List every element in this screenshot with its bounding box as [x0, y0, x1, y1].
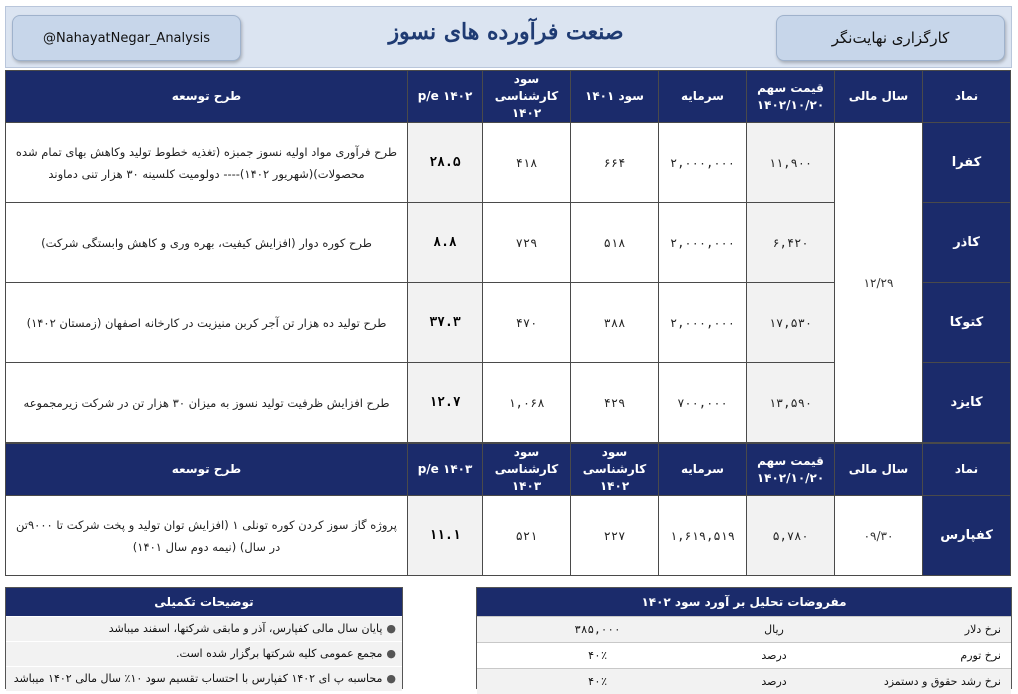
companies-table — [5, 70, 1011, 443]
pe-cell: ۱۱.۱ — [408, 496, 483, 576]
assumption-label: نرخ رشد حقوق و دستمزد — [830, 669, 1011, 694]
col-header-plan: طرح توسعه — [6, 71, 408, 123]
assumption-label: نرخ تورم — [830, 643, 1011, 669]
note-item — [6, 641, 402, 666]
col-header-plan: طرح توسعه — [6, 444, 408, 496]
assumption-label: نرخ دلار — [830, 617, 1011, 643]
col-header-pe: p/e ۱۴۰۳ — [408, 444, 483, 496]
col-header-price: قیمت سهم ۱۴۰۲/۱۰/۲۰ — [747, 71, 835, 123]
symbol-cell[interactable]: کفرا — [923, 123, 1011, 203]
assumption-value: ۴۰٪ — [477, 643, 718, 669]
pe-cell: ۱۲.۷ — [408, 363, 483, 443]
plan-cell: پروژه گاز سوز کردن کوره تونلی ۱ (افزایش توان تولید و پخت شرکت تا ۹۰۰۰تن در سال) (نیمه دوم سال ۱۴۰۱) — [6, 496, 408, 576]
capital-cell: ۱,۶۱۹,۵۱۹ — [659, 496, 747, 576]
plan-cell: طرح کوره دوار (افزایش کیفیت، بهره وری و کاهش وابستگی شرکت) — [6, 203, 408, 283]
price-cell: ۱۷,۵۳۰ — [747, 283, 835, 363]
col-header-capital: سرمایه — [659, 71, 747, 123]
kafpars-table — [5, 443, 1011, 576]
col-header-profit-prev: سود کارشناسی ۱۴۰۲ — [571, 444, 659, 496]
assumptions-title: مفروضات تحلیل بر آورد سود ۱۴۰۲ — [477, 588, 1011, 616]
page-title: صنعت فرآورده های نسوز — [336, 19, 676, 45]
assumption-value: ۳۸۵,۰۰۰ — [477, 617, 718, 643]
col-header-profit-est: سود کارشناسی ۱۴۰۳ — [483, 444, 571, 496]
col-header-capital: سرمایه — [659, 444, 747, 496]
pe-cell: ۸.۸ — [408, 203, 483, 283]
profit-prev-cell: ۳۸۸ — [571, 283, 659, 363]
profit-prev-cell: ۵۱۸ — [571, 203, 659, 283]
note-item — [6, 666, 402, 691]
assumption-unit: ریال — [718, 617, 830, 643]
capital-cell: ۲,۰۰۰,۰۰۰ — [659, 203, 747, 283]
notes-title: توضیحات تکمیلی — [6, 588, 402, 616]
symbol-cell[interactable]: کاذر — [923, 203, 1011, 283]
col-header-price: قیمت سهم ۱۴۰۲/۱۰/۲۰ — [747, 444, 835, 496]
price-cell: ۵,۷۸۰ — [747, 496, 835, 576]
assumptions-table — [477, 616, 1011, 694]
profit-est-cell: ۴۷۰ — [483, 283, 571, 363]
bullet-icon: ● — [386, 672, 396, 685]
notes-box — [5, 587, 403, 689]
table-row — [6, 123, 1011, 203]
plan-cell: طرح فرآوری مواد اولیه نسوز جمبزه (تغذیه خطوط تولید وکاهش بهای تمام شده محصولات)(شهریور ۱۴۰۲)---- دولومیت کلسینه ۳۰ هزار تنی دماوند — [6, 123, 408, 203]
assumption-row — [477, 617, 1011, 643]
col-header-profit-est: سود کارشناسی ۱۴۰۲ — [483, 71, 571, 123]
col-header-profit-prev: سود ۱۴۰۱ — [571, 71, 659, 123]
profit-prev-cell: ۴۲۹ — [571, 363, 659, 443]
profit-est-cell: ۱,۰۶۸ — [483, 363, 571, 443]
plan-cell: طرح افزایش ظرفیت تولید نسوز به میزان ۳۰ هزار تن در شرکت زیرمجموعه — [6, 363, 408, 443]
note-text: محاسبه پ ای ۱۴۰۲ کفپارس با احتساب تقسیم سود ۱۰٪ سال مالی ۱۴۰۲ میباشد — [14, 672, 383, 685]
price-cell: ۱۳,۵۹۰ — [747, 363, 835, 443]
col-header-fiscal-year: سال مالی — [835, 71, 923, 123]
symbol-cell[interactable]: کتوکا — [923, 283, 1011, 363]
price-cell: ۱۱,۹۰۰ — [747, 123, 835, 203]
capital-cell: ۲,۰۰۰,۰۰۰ — [659, 283, 747, 363]
profit-est-cell: ۴۱۸ — [483, 123, 571, 203]
capital-cell: ۷۰۰,۰۰۰ — [659, 363, 747, 443]
handle-badge[interactable]: @NahayatNegar_Analysis — [12, 15, 241, 61]
symbol-cell[interactable]: کایزد — [923, 363, 1011, 443]
assumption-unit: درصد — [718, 669, 830, 694]
col-header-pe: p/e ۱۴۰۲ — [408, 71, 483, 123]
bullet-icon: ● — [386, 622, 396, 635]
report-header — [5, 6, 1012, 68]
profit-est-cell: ۷۲۹ — [483, 203, 571, 283]
pe-cell: ۲۸.۵ — [408, 123, 483, 203]
profit-prev-cell: ۶۶۴ — [571, 123, 659, 203]
note-item — [6, 616, 402, 641]
price-cell: ۶,۴۲۰ — [747, 203, 835, 283]
assumptions-box — [476, 587, 1012, 689]
fiscal-year-cell: ۰۹/۳۰ — [835, 496, 923, 576]
symbol-cell[interactable]: کفپارس — [923, 496, 1011, 576]
profit-prev-cell: ۲۲۷ — [571, 496, 659, 576]
note-text: پایان سال مالی کفپارس، آذر و مابقی شرکتها، اسفند میباشد — [109, 622, 383, 635]
pe-cell: ۳۷.۳ — [408, 283, 483, 363]
col-header-symbol: نماد — [923, 444, 1011, 496]
capital-cell: ۲,۰۰۰,۰۰۰ — [659, 123, 747, 203]
assumption-row — [477, 669, 1011, 694]
table-row — [6, 496, 1011, 576]
assumption-unit: درصد — [718, 643, 830, 669]
table-header-row — [6, 444, 1011, 496]
assumption-value: ۴۰٪ — [477, 669, 718, 694]
profit-est-cell: ۵۲۱ — [483, 496, 571, 576]
fiscal-year-cell: ۱۲/۲۹ — [835, 123, 923, 443]
assumption-row — [477, 643, 1011, 669]
col-header-symbol: نماد — [923, 71, 1011, 123]
table-header-row — [6, 71, 1011, 123]
col-header-fiscal-year: سال مالی — [835, 444, 923, 496]
brand-badge[interactable]: کارگزاری نهایت‌نگر — [776, 15, 1005, 61]
plan-cell: طرح تولید ده هزار تن آجر کربن منیزیت در کارخانه اصفهان (زمستان ۱۴۰۲) — [6, 283, 408, 363]
note-text: مجمع عمومی کلیه شرکتها برگزار شده است. — [176, 647, 382, 660]
bullet-icon: ● — [386, 647, 396, 660]
